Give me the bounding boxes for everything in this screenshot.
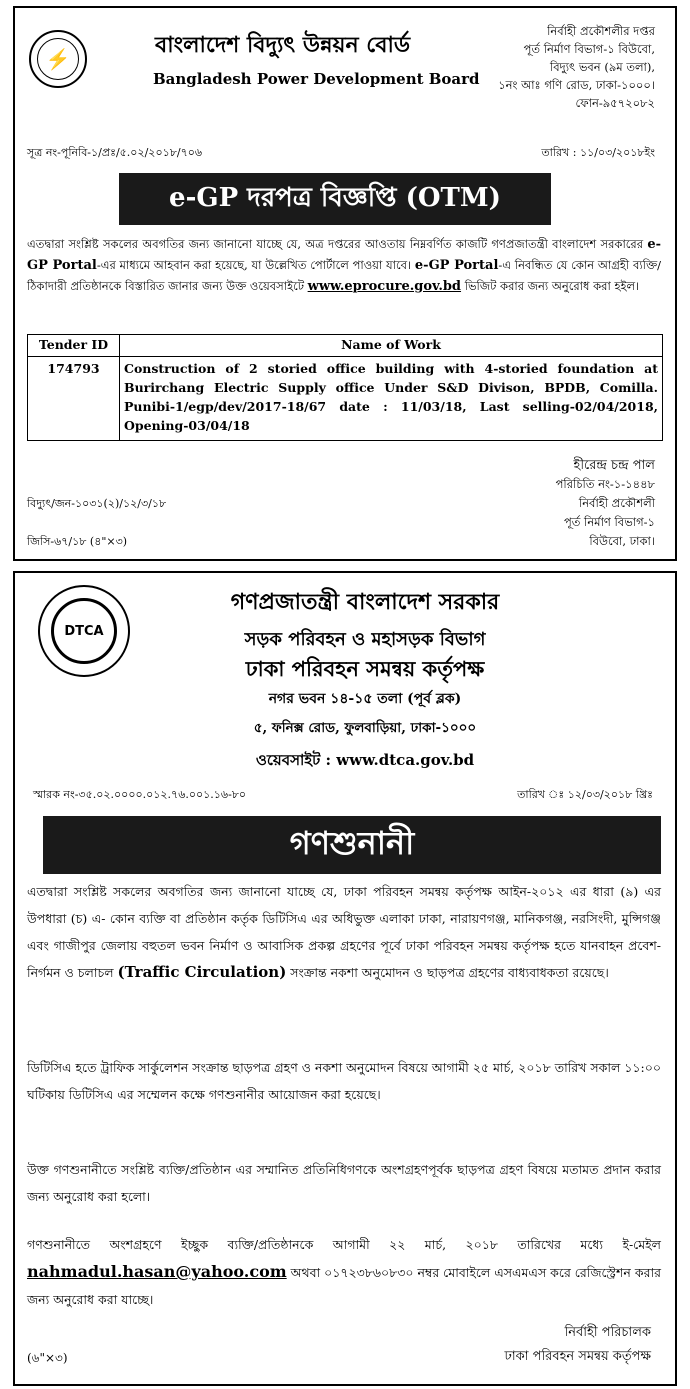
website-link[interactable]: www.eprocure.gov.bd — [307, 279, 462, 294]
office-address — [425, 22, 655, 112]
column-header-name-of-work: Name of Work — [120, 335, 663, 357]
office-line: ফোন-৯৫৭২০৮২ — [575, 96, 655, 110]
memo-number: সূত্র নং-পূনিবি-১/প্রঃ/৫.০২/২০১৮/৭০৬ — [27, 146, 203, 159]
organization-name-en: Bangladesh Power Development Board — [153, 70, 480, 88]
signatory-title: নির্বাহী পরিচালক — [564, 1325, 651, 1340]
address-line: নগর ভবন ১৪-১৫ তলা (পূর্ব ব্লক) — [268, 691, 462, 707]
reference-number: বিদ্যুৎ/জন-১০৩১(২)/১২/৩/১৮ — [27, 497, 167, 510]
memo-date: তারিখ ঃ ১২/০৩/২০১৮ খ্রিঃ — [517, 788, 653, 801]
paragraph-1 — [27, 878, 661, 986]
signatory-office: বিউবো, ঢাকা। — [589, 534, 655, 548]
signatory-division: পূর্ত নির্মাণ বিভাগ-১ — [563, 515, 655, 529]
ad-size-reference: (৬"×৩) — [27, 1351, 68, 1365]
ad-size-reference: জিসি-৬৭/১৮ (৪"×৩) — [27, 535, 128, 548]
memo-number: স্মারক নং-৩৫.০২.০০০০.০১২.৭৬.০০১.১৬-৮০ — [33, 788, 247, 801]
organization-name-bn: বাংলাদেশ বিদ্যুৎ উন্নয়ন বোর্ড — [155, 32, 411, 58]
ministry-division-heading: সড়ক পরিবহন ও মহাসড়ক বিভাগ — [244, 629, 486, 650]
paragraph-2: ডিটিসিএ হতে ট্রাফিক সার্কুলেশন সংক্রান্ত ছাড়পত্র গ্রহণ ও নকশা অনুমোদন বিষয়ে আগামী ২৫ মার্চ, ২০১৮ তারিখ সকাল ১১:০০ ঘটিকায় ডিটিসিএ এর সম্মেলন কক্ষে গণশুনানীর আয়োজন করা হয়েছে। — [27, 1060, 661, 1102]
office-line: পূর্ত নির্মাণ বিভাগ-১ বিউবো, — [523, 42, 655, 56]
table-header-row — [28, 335, 663, 357]
table-row — [28, 357, 663, 441]
dtca-logo — [38, 585, 130, 677]
signature-block — [421, 1321, 651, 1369]
name-of-work-cell: Construction of 2 storied office building with 4-storied foundation at Burirchang Electric Supply office Under S&D Divison, BPDB, Comilla. Punibi-1/egp/dev/2017-18/67 date : 11/03/18, Last selling-02/04/2018, Opening-03/04/18 — [120, 357, 663, 441]
memo-line — [33, 786, 653, 805]
paragraph-3: উক্ত গণশুনানীতে সংশ্লিষ্ট ব্যক্তি/প্রতিষ্ঠান এর সম্মানিত প্রতিনিধিগণকে অংশগ্রহণপূর্বক ছাড়পত্র গ্রহণ বিষয়ে মতামত প্রদান করার জন্য অনুরোধ করা হলো। — [27, 1162, 661, 1204]
memo-date: তারিখ : ১১/০৩/২০১৮ইং — [541, 146, 655, 159]
tender-table — [27, 334, 663, 441]
signatory-title: নির্বাহী প্রকৌশলী — [578, 496, 655, 510]
body-text: -এ নিবন্ধিত যে কোন আগ্রহী ব্যক্তি/ ঠিকাদারী প্রতিষ্ঠানকে বিস্তারিত জানার জন্য উক্ত ওয়েবসাইটে — [27, 258, 662, 293]
body-text: গণশুনানীতে অংশগ্রহণে ইচ্ছুক ব্যক্তি/প্রতিষ্ঠানকে আগামী ২২ মার্চ, ২০১৮ তারিখের মধ্যে ই-মেইল — [27, 1237, 661, 1252]
column-header-tender-id: Tender ID — [28, 335, 120, 357]
notice-title: গণশুনানী — [43, 816, 661, 874]
website-line[interactable]: ওয়েবসাইট : www.dtca.gov.bd — [255, 751, 475, 769]
signatory-office: ঢাকা পরিবহন সমন্বয় কর্তৃপক্ষ — [504, 1349, 651, 1364]
traffic-circulation-term: (Traffic Circulation) — [117, 963, 287, 981]
office-line: নির্বাহী প্রকৌশলীর দপ্তর — [547, 24, 655, 38]
bpdb-tender-notice — [13, 6, 677, 561]
notice-body — [27, 234, 661, 297]
signatory-id: পরিচিতি নং-১-১৪৪৮ — [555, 477, 655, 491]
bpdb-logo — [29, 30, 87, 88]
body-text: এতদ্বারা সংশ্লিষ্ট সকলের অবগতির জন্য জানানো যাচ্ছে যে, অত্র দপ্তরের আওতায় নিম্নবর্ণিত কাজটি গণপ্রজাতন্ত্রী বাংলাদেশ সরকারের — [27, 237, 644, 251]
dtca-emblem-icon: DTCA — [51, 598, 117, 664]
government-heading: গণপ্রজাতন্ত্রী বাংলাদেশ সরকার — [230, 589, 500, 615]
portal-name: e-GP Portal — [27, 237, 661, 273]
power-tower-icon: ⚡ — [37, 38, 79, 80]
dtca-public-hearing-notice — [13, 571, 677, 1386]
body-text: -এর মাধ্যমে আহবান করা হয়েছে, যা উল্লেখিত পোর্টালে পাওয়া যাবে। — [96, 258, 412, 272]
body-text: সংক্রান্ত নকশা অনুমোদন ও ছাড়পত্র গ্রহণের বাধ্যবাধকতা রয়েছে। — [290, 965, 609, 980]
authority-heading: ঢাকা পরিবহন সমন্বয় কর্তৃপক্ষ — [245, 656, 485, 681]
email-link[interactable]: nahmadul.hasan@yahoo.com — [27, 1262, 287, 1281]
memo-line — [27, 144, 655, 163]
signatory-name: হীরেন্দ্র চন্দ্র পাল — [573, 458, 655, 473]
paragraph-4 — [27, 1231, 661, 1313]
tender-id-cell: 174793 — [28, 357, 120, 441]
office-line: ১নং আঃ গণি রোড, ঢাকা-১০০০। — [498, 78, 655, 92]
body-text: ভিজিট করার জন্য অনুরোধ করা হইল। — [464, 279, 640, 293]
portal-name: e-GP Portal — [414, 258, 499, 273]
signature-block — [475, 456, 655, 551]
address-line: ৫, ফনিক্স রোড, ফুলবাড়িয়া, ঢাকা-১০০০ — [253, 720, 477, 736]
body-text: অথবা ০১৭২৩৮৬০৮৩০ নম্বর মোবাইলে এসএমএস করে রেজিস্ট্রেশন করার জন্য অনুরোধ করা যাচ্ছে। — [27, 1265, 661, 1307]
body-text: এতদ্বারা সংশ্লিষ্ট সকলের অবগতির জন্য জানানো যাচ্ছে যে, ঢাকা পরিবহন সমন্বয় কর্তৃপক্ষ আইন-২০১২ এর ধারা (৯) এর উপধারা (চ) এ- কোন ব্যক্তি বা প্রতিষ্ঠান কর্তৃক ডিটিসিএ এর অধিভুক্ত এলাকা ঢাকা, নারায়ণগঞ্জ, মানিকগঞ্জ, নরসিংদী, মুন্সিগঞ্জ এবং গাজীপুর জেলায় বহুতল ভবন নির্মাণ ও আবাসিক প্রকল্প গ্রহণের পূর্বে ঢাকা পরিবহন সমন্বয় কর্তৃপক্ষ হতে যানবাহন প্রবেশ-নির্গমন ও চলাচল — [27, 884, 661, 980]
office-line: বিদ্যুৎ ভবন (৯ম তলা), — [549, 60, 655, 74]
notice-title: e-GP দরপত্র বিজ্ঞপ্তি (OTM) — [119, 173, 551, 225]
